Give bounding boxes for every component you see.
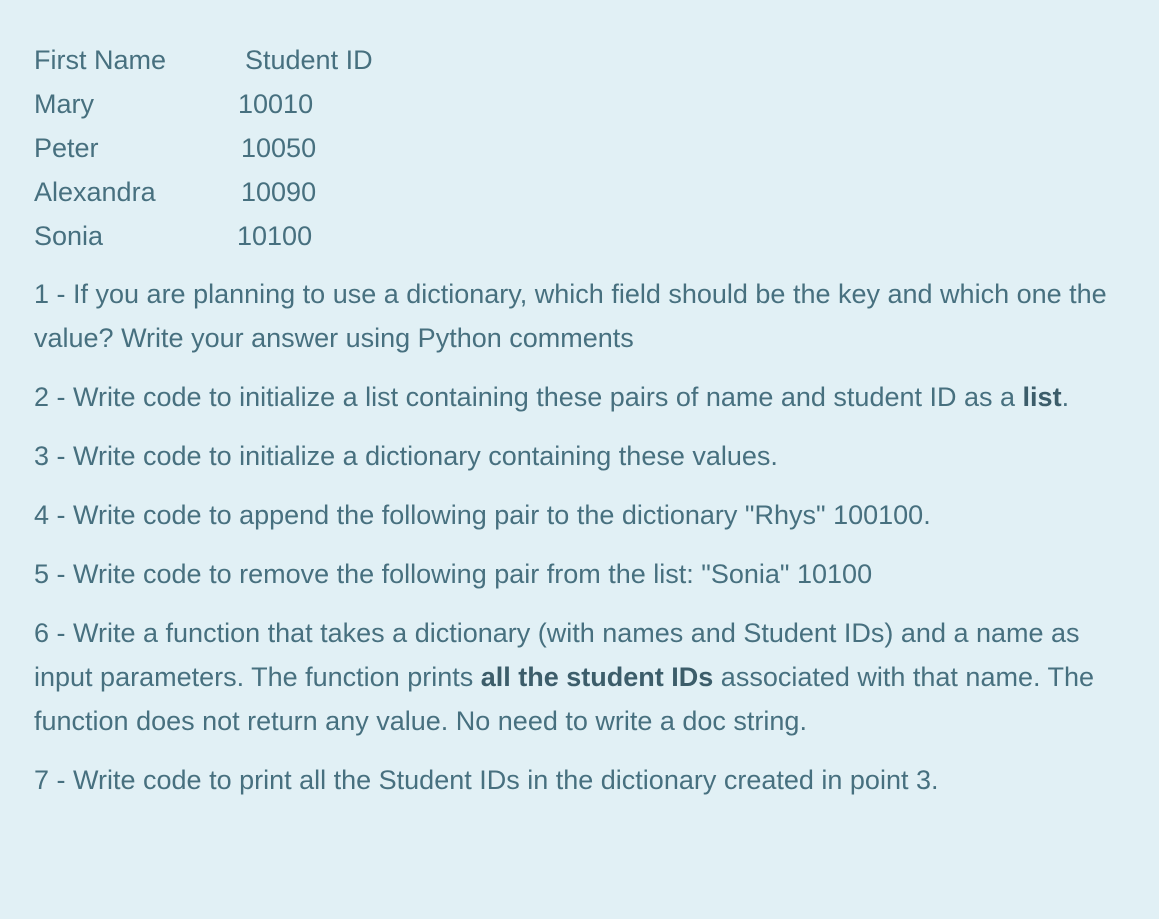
question-2 xyxy=(34,375,1126,419)
student-name: Alexandra xyxy=(34,177,156,207)
student-name: Peter xyxy=(34,133,99,163)
student-name: Sonia xyxy=(34,221,104,251)
question-7: 7 - Write code to print all the Student IDs in the dictionary created in point 3. xyxy=(34,765,939,795)
question-2-text: 2 - Write code to initialize a list containing these pairs of name and student ID as a xyxy=(34,382,1023,412)
student-id: 10090 xyxy=(241,177,317,207)
student-id: 10010 xyxy=(238,89,314,119)
question-2-emphasis: list xyxy=(1022,382,1062,412)
question-1: 1 - If you are planning to use a dictionary, which field should be the key and which one the value? Write your answer using Python comments xyxy=(34,279,1107,353)
question-2-end: . xyxy=(1061,382,1070,412)
question-6-emphasis: all the student IDs xyxy=(480,662,714,692)
header-student-id: Student ID xyxy=(245,45,373,75)
question-6-end: associated with that name. The function does not return any value. No need to write a doc string. xyxy=(34,662,1095,736)
student-name: Mary xyxy=(34,89,94,119)
header-first-name: First Name xyxy=(34,45,167,75)
question-list xyxy=(34,272,1126,817)
question-6 xyxy=(34,611,1126,743)
question-5: 5 - Write code to remove the following pair from the list: "Sonia" 10100 xyxy=(34,559,873,589)
question-3: 3 - Write code to initialize a dictionary containing these values. xyxy=(34,441,778,471)
student-id: 10050 xyxy=(241,133,317,163)
student-id: 10100 xyxy=(237,221,313,251)
question-4: 4 - Write code to append the following pair to the dictionary "Rhys" 100100. xyxy=(34,500,931,530)
question-6-text: 6 - Write a function that takes a dictionary (with names and Student IDs) and a name as input parameters. The function prints xyxy=(34,618,1080,692)
